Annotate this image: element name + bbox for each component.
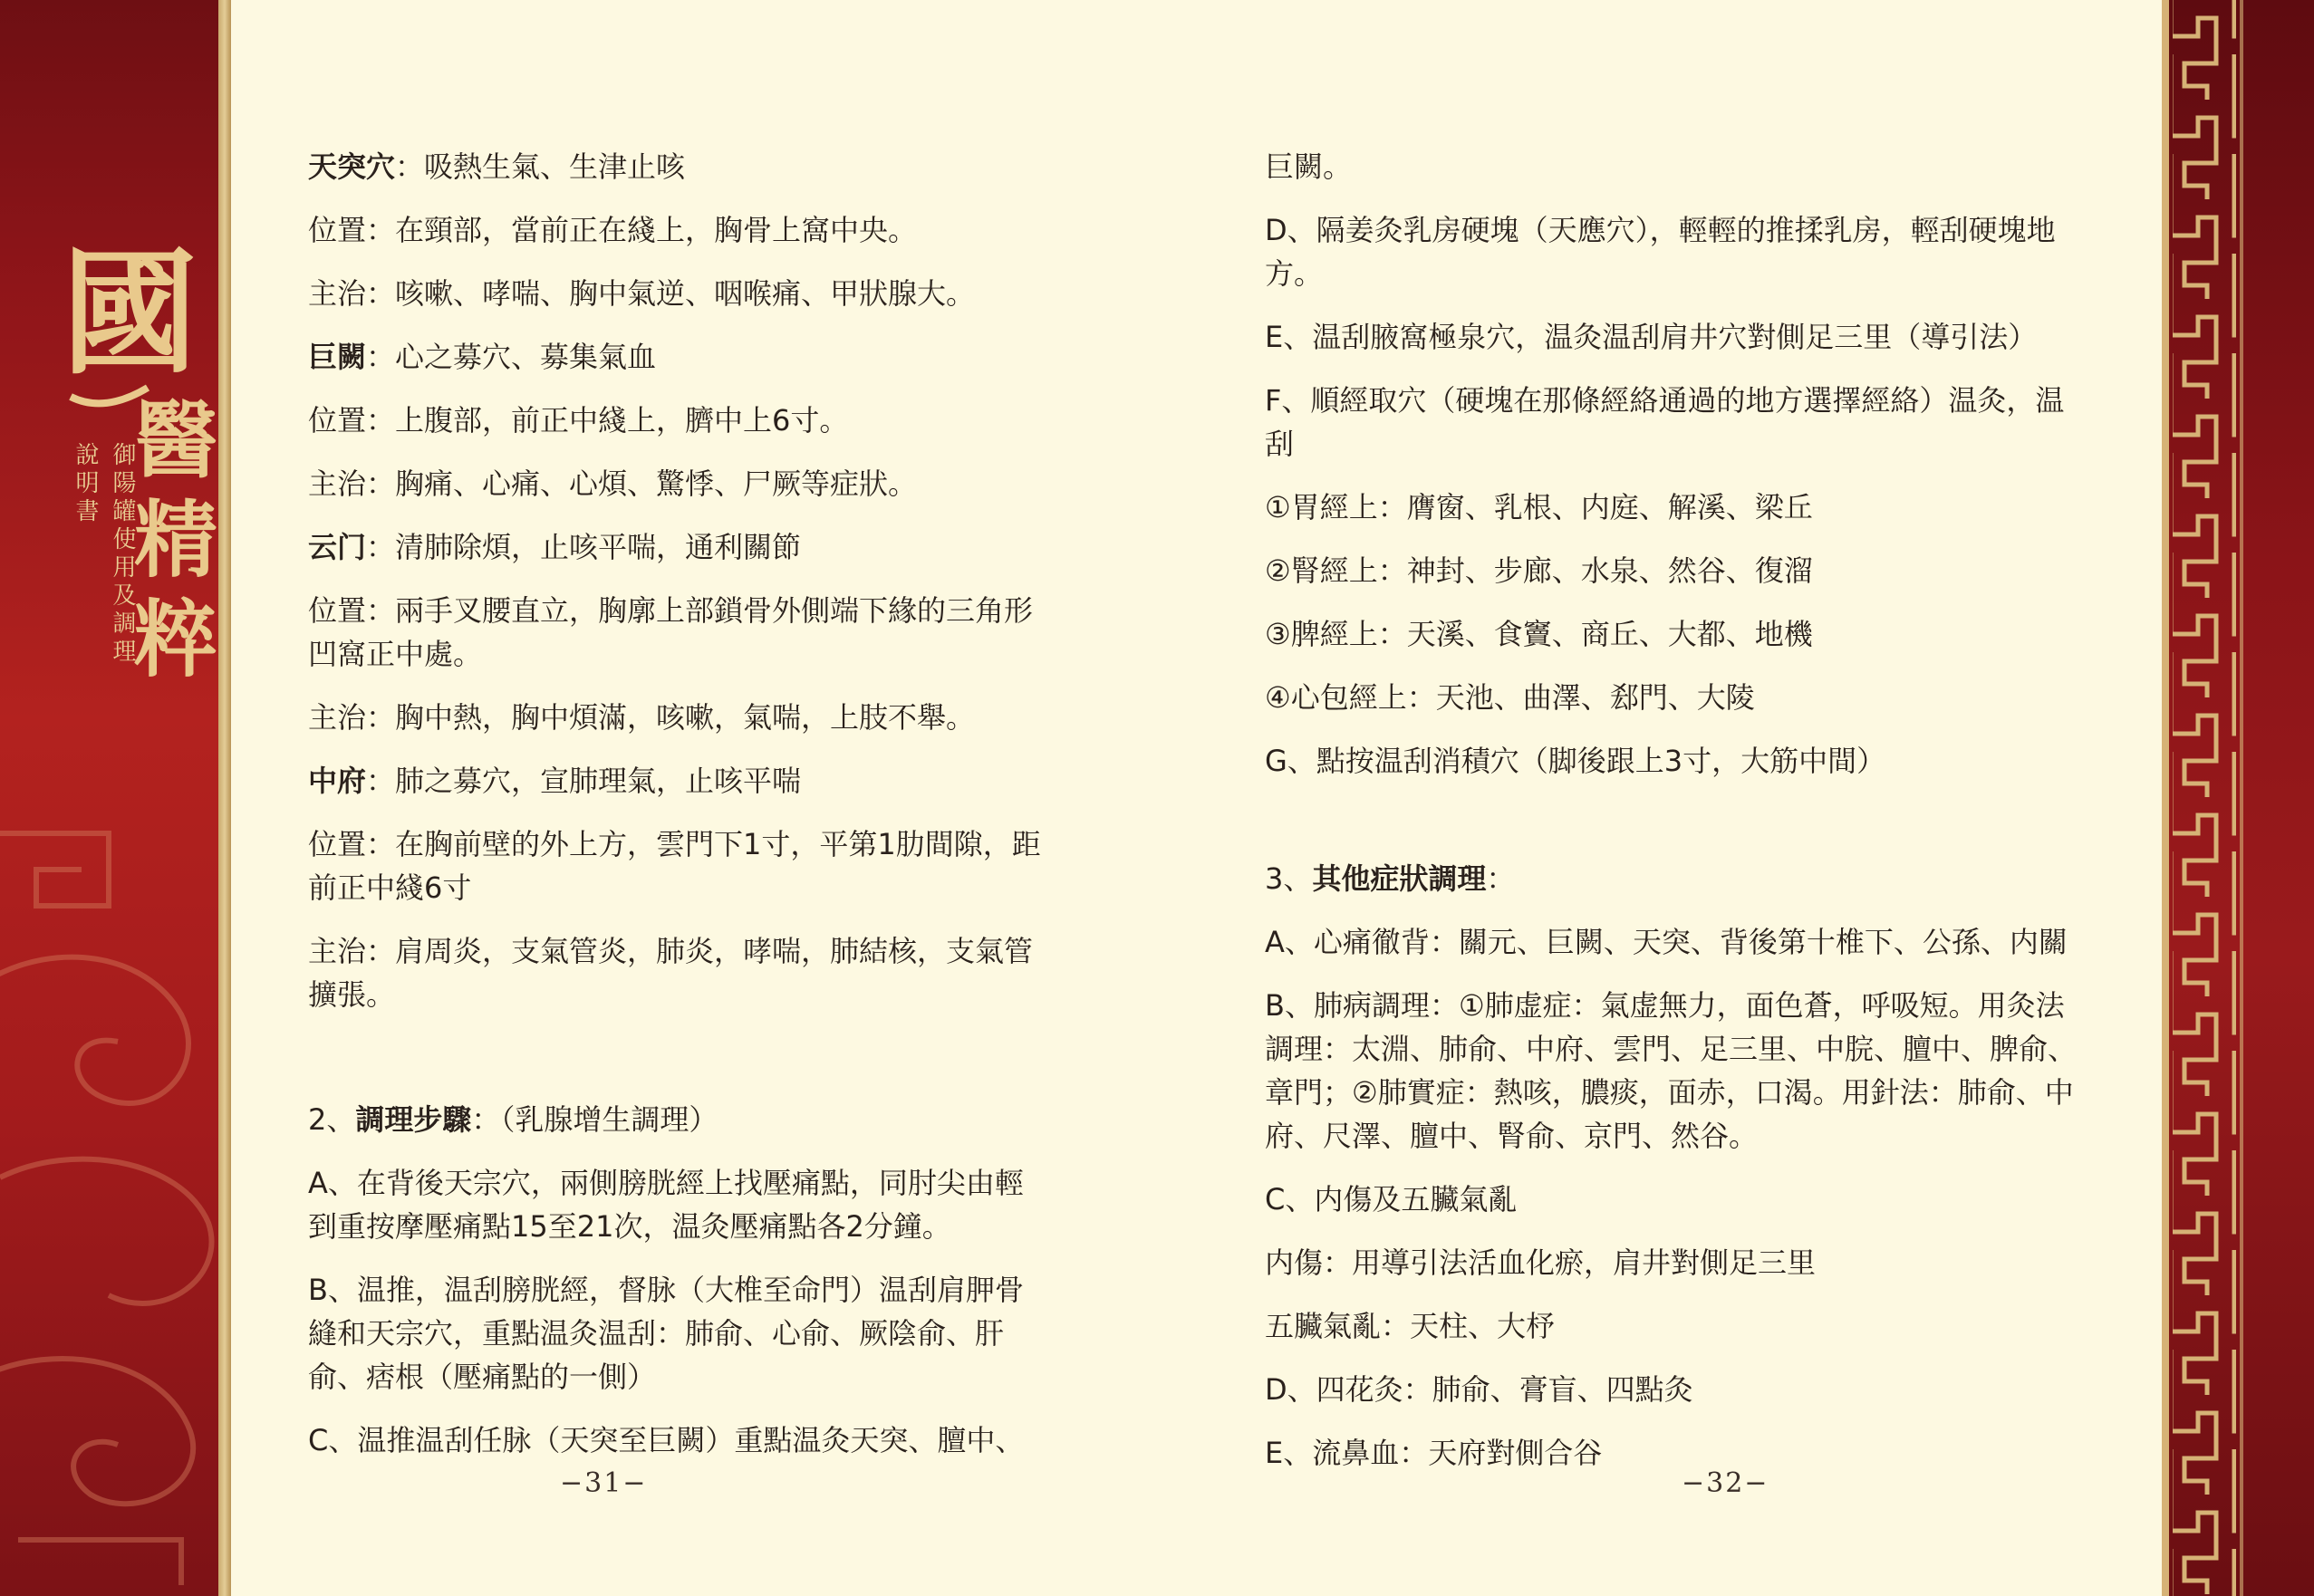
text-line: D、隔姜灸乳房硬塊（天應穴），輕輕的推揉乳房，輕刮硬塊地 方。	[1265, 213, 2056, 291]
acupoint-name: 天突穴	[308, 149, 396, 184]
text-line: G、點按温刮消積穴（脚後跟上3寸，大筋中間）	[1265, 744, 1886, 778]
step-item: C、温推温刮任脉（天突至巨闕）重點温灸天突、膻中、	[308, 1423, 1025, 1457]
page-number-left: −31−	[560, 1467, 648, 1499]
text-line	[308, 589, 1078, 676]
text-line	[308, 462, 1078, 505]
symptom-item: C、内傷及五臟氣亂	[1265, 1182, 1518, 1216]
text-line: ③脾經上：天溪、食竇、商丘、大都、地機	[1265, 617, 1813, 651]
line-text: 位置：在胸前壁的外上方，雲門下1寸，平第1肋間隙，距 前正中綫6寸	[308, 827, 1041, 905]
booklet-caption: 說明書	[72, 442, 99, 526]
acupoint-name: 中府	[308, 764, 367, 798]
line-text: 位置：在頸部，當前正在綫上，胸骨上窩中央。	[308, 213, 918, 247]
cloud-pattern-decoration	[0, 797, 231, 1596]
text-line	[308, 822, 1078, 909]
text-line: ④心包經上：天池、曲澤、郄門、大陵	[1265, 680, 1755, 715]
right-decorative-band	[2162, 0, 2314, 1596]
band-gold-edge	[218, 0, 231, 1596]
left-page-content	[308, 145, 1078, 1482]
section-3-heading: 3、其他症狀調理：	[1265, 861, 1516, 896]
acupoint-name: 云门	[308, 530, 367, 564]
svg-text:粹: 粹	[134, 591, 218, 688]
line-text: 位置：兩手叉腰直立，胸廓上部鎖骨外側端下緣的三角形 凹窩正中處。	[308, 593, 1034, 671]
left-page-lines	[308, 145, 1078, 1016]
line-text: 主治：咳嗽、哮喘、胸中氣逆、咽喉痛、甲狀腺大。	[308, 276, 976, 311]
separator: ：	[366, 530, 396, 564]
right-page-items	[1265, 920, 2135, 1475]
symptom-item: A、心痛徹背：關元、巨闕、天突、背後第十椎下、公孫、内關	[1265, 925, 2068, 959]
booklet-subtitle: 御陽罐使用及調理	[109, 442, 136, 667]
text-line	[308, 399, 1078, 442]
line-text: 清肺除煩，止咳平喘，通利關節	[395, 530, 802, 564]
symptom-item: E、流鼻血：天府對側合谷	[1265, 1436, 1603, 1470]
line-text: 主治：胸中熱，胸中煩滿，咳嗽，氣喘，上肢不舉。	[308, 700, 976, 735]
step-item: A、在背後天宗穴，兩側膀胱經上找壓痛點，同肘尖由輕 到重按摩壓痛點15至21次，温灸壓痛點各2分鐘。	[308, 1166, 1024, 1244]
symptom-item: B、肺病調理：①肺虚症：氣虚無力，面色蒼，呼吸短。用灸法 調理：太淵、肺俞、中府、雲門、足三里、中脘、膻中、脾俞、 章門；②肺實症：熱咳，膿痰，面赤，口渴。用針法：肺俞、中 府、尺澤、膻中、腎俞、京門、然谷。	[1265, 988, 2078, 1153]
line-text: 吸熱生氣、生津止咳	[424, 149, 686, 184]
acupoint-name: 巨闕	[308, 340, 367, 374]
text-line: ①胃經上：膺窗、乳根、内庭、解溪、梁丘	[1265, 490, 1813, 524]
line-text: 心之募穴、募集氣血	[395, 340, 657, 374]
left-page-steps	[308, 1161, 1078, 1462]
line-text: 肺之募穴，宣肺理氣，止咳平喘	[395, 764, 802, 798]
right-page-lines	[1265, 145, 2135, 783]
section-title: 其他症狀調理	[1312, 861, 1487, 896]
text-line: F、順經取穴（硬塊在那條經絡通過的地方選擇經絡）温灸，温 刮	[1265, 383, 2065, 461]
section-number: 2、	[308, 1102, 356, 1137]
text-line: 巨闕。	[1265, 149, 1353, 184]
separator: ：	[395, 149, 425, 184]
text-line	[308, 272, 1078, 315]
text-line	[308, 145, 1078, 188]
step-item: B、温推，温刮膀胱經，督脉（大椎至命門）温刮肩胛骨 縫和天宗穴，重點温灸温刮：肺俞、心俞、厥陰俞、肝 俞、痞根（壓痛點的一側）	[308, 1273, 1024, 1394]
line-text: 主治：胸痛、心痛、心煩、驚悸、尸厥等症狀。	[308, 466, 918, 501]
symptom-item: 五臟氣亂：天柱、大杼	[1265, 1309, 1556, 1343]
section-subtitle: （乳腺增生調理）	[500, 1102, 718, 1137]
text-line	[308, 208, 1078, 252]
svg-text:醫: 醫	[134, 391, 218, 489]
text-line	[308, 696, 1078, 739]
text-line	[308, 759, 1078, 803]
line-text: 主治：肩周炎，支氣管炎，肺炎，哮喘，肺結核，支氣管 擴張。	[308, 934, 1034, 1012]
text-line	[308, 929, 1078, 1016]
section-title: 調理步驟	[355, 1102, 472, 1137]
text-line: E、温刮腋窩極泉穴，温灸温刮肩井穴對側足三里（導引法）	[1265, 320, 2038, 354]
svg-text:國: 國	[62, 243, 198, 393]
section-2-heading: 2、調理步驟：（乳腺增生調理）	[308, 1102, 718, 1137]
separator: ：	[366, 340, 396, 374]
left-decorative-band	[0, 0, 231, 1596]
right-page-content	[1265, 145, 2135, 1495]
page-number-right: −32−	[1682, 1467, 1769, 1499]
symptom-item: D、四花灸：肺俞、膏盲、四點灸	[1265, 1372, 1693, 1407]
symptom-item: 内傷：用導引法活血化瘀，肩井對側足三里	[1265, 1245, 1817, 1280]
text-line	[308, 525, 1078, 569]
text-line	[308, 335, 1078, 379]
separator: ：	[366, 764, 396, 798]
svg-text:精: 精	[134, 491, 218, 589]
text-line: ②腎經上：神封、步廊、水泉、然谷、復溜	[1265, 553, 1813, 588]
lattice-border-decoration	[2162, 0, 2314, 1596]
section-number: 3、	[1265, 861, 1313, 896]
line-text: 位置：上腹部，前正中綫上，臍中上6寸。	[308, 403, 849, 437]
